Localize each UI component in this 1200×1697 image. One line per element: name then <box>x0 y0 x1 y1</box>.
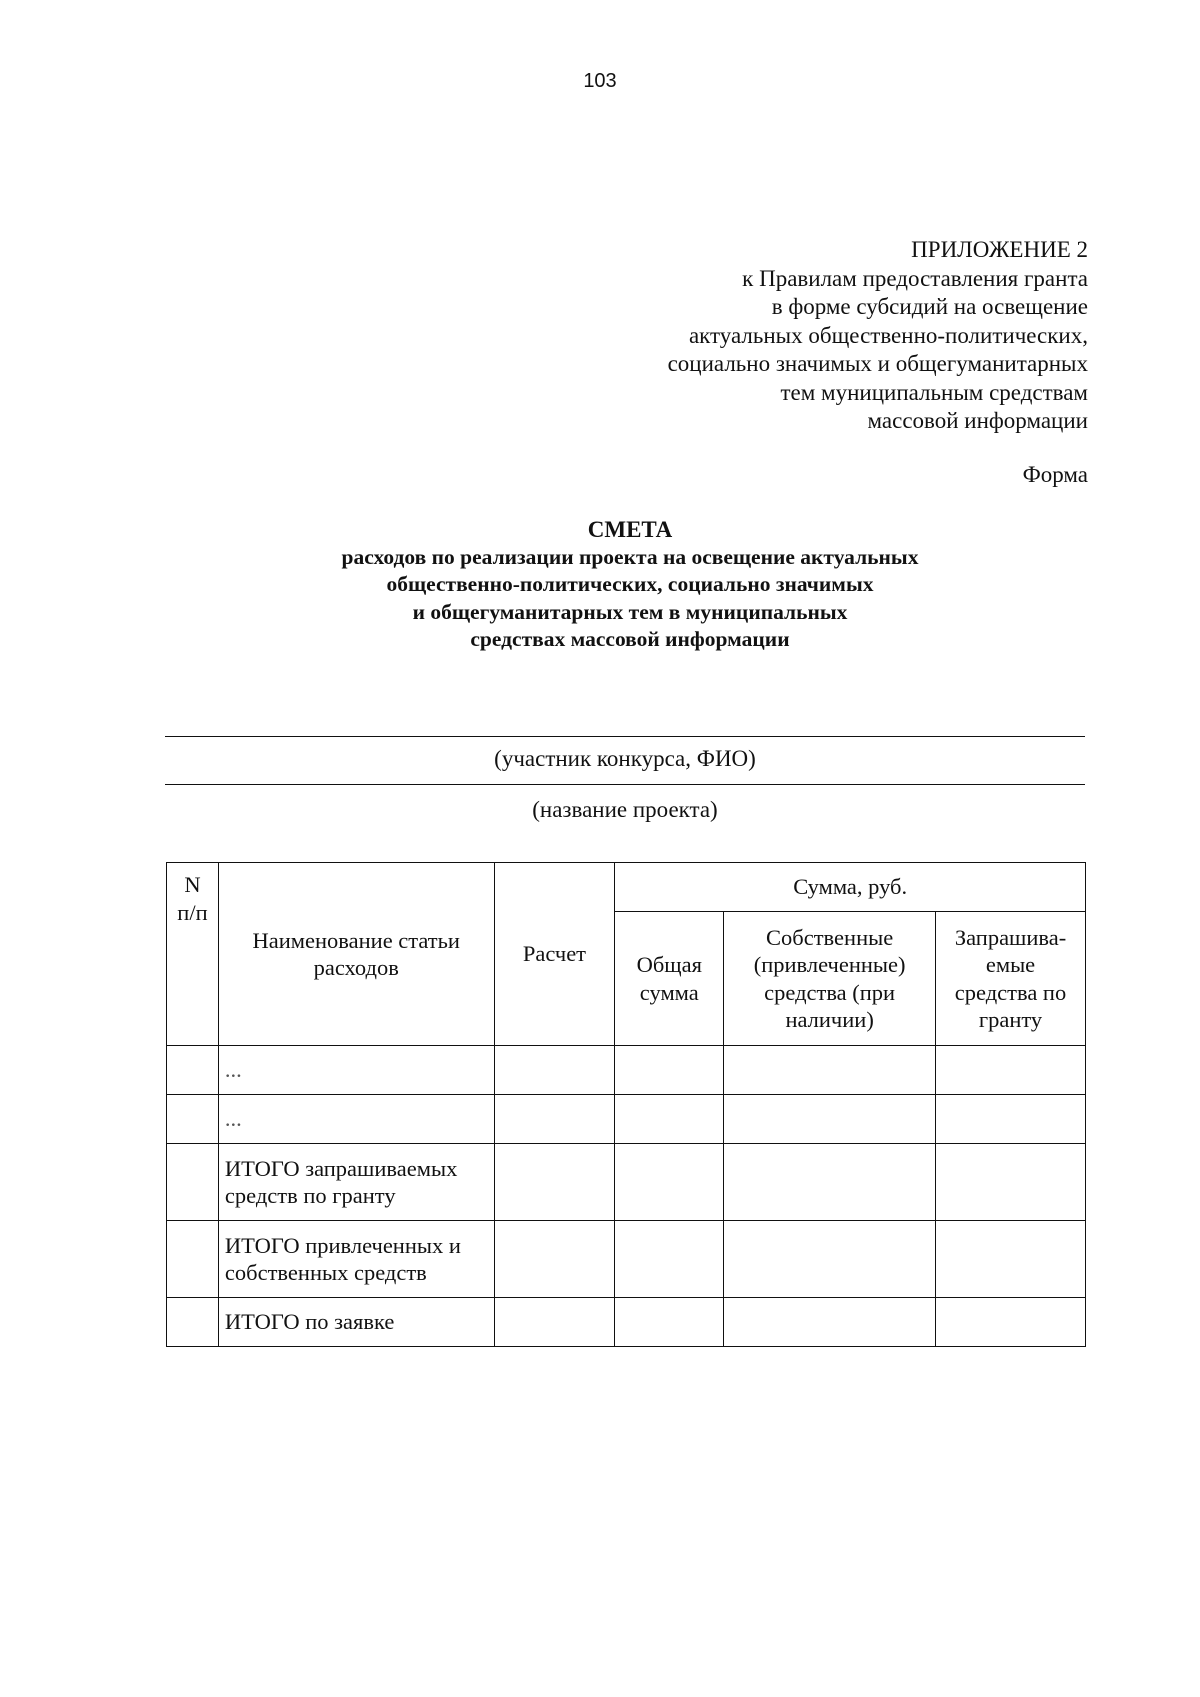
header-total: Общая сумма <box>615 912 724 1046</box>
cell-number <box>167 1046 219 1095</box>
table-row <box>167 1046 1086 1095</box>
page-number: 103 <box>583 70 617 92</box>
estimate-table <box>166 862 1086 1347</box>
cell-requested <box>936 1221 1086 1298</box>
cell-calculation <box>494 1046 615 1095</box>
cell-own-funds <box>724 1144 936 1221</box>
title-line: расходов по реализации проекта на освещение актуальных <box>341 544 919 569</box>
appendix-heading: ПРИЛОЖЕНИЕ 2 <box>911 237 1088 262</box>
cell-total <box>615 1144 724 1221</box>
cell-requested <box>936 1144 1086 1221</box>
participant-caption: (участник конкурса, ФИО) <box>494 746 756 771</box>
appendix-line: актуальных общественно-политических, <box>688 322 1088 348</box>
cell-total <box>615 1221 724 1298</box>
cell-item-name: ИТОГО по заявке <box>218 1298 494 1347</box>
header-item-name: Наименование статьи расходов <box>218 863 494 1046</box>
cell-own-funds <box>724 1046 936 1095</box>
cell-requested <box>936 1046 1086 1095</box>
cell-item-name: ... <box>218 1046 494 1095</box>
project-underline <box>165 784 1085 785</box>
cell-item-name: ИТОГО запрашиваемых средств по гранту <box>218 1144 494 1221</box>
header-own-funds: Собственные (привлеченные) средства (при наличии) <box>724 912 936 1046</box>
cell-number <box>167 1298 219 1347</box>
cell-number <box>167 1221 219 1298</box>
appendix-line: социально значимых и общегуманитарных <box>667 351 1088 376</box>
form-label: Форма <box>1022 462 1088 487</box>
cell-own-funds <box>724 1095 936 1144</box>
appendix-line: тем муниципальным средствам <box>780 379 1088 405</box>
cell-own-funds <box>724 1221 936 1298</box>
cell-calculation <box>494 1144 615 1221</box>
appendix-block <box>668 236 1088 436</box>
table-row <box>167 1221 1086 1298</box>
table-row <box>167 1298 1086 1347</box>
cell-calculation <box>494 1298 615 1347</box>
cell-calculation <box>494 1221 615 1298</box>
appendix-line: в форме субсидий на освещение <box>771 294 1088 319</box>
title-line: общественно-политических, социально значимых <box>386 572 874 596</box>
header-sum-group: Сумма, руб. <box>615 863 1086 912</box>
cell-number <box>167 1095 219 1144</box>
cell-total <box>615 1046 724 1095</box>
table-row <box>167 1144 1086 1221</box>
table-row <box>167 1095 1086 1144</box>
header-number: N п/п <box>167 863 219 1046</box>
participant-underline <box>165 736 1085 737</box>
cell-requested <box>936 1298 1086 1347</box>
header-requested: Запрашива- емые средства по гранту <box>936 912 1086 1046</box>
project-caption: (название проекта) <box>532 797 718 822</box>
cell-number <box>167 1144 219 1221</box>
title-line: и общегуманитарных тем в муниципальных <box>412 599 848 624</box>
cell-own-funds <box>724 1298 936 1347</box>
appendix-line: массовой информации <box>867 408 1088 433</box>
cell-total <box>615 1095 724 1144</box>
appendix-line: к Правилам предоставления гранта <box>742 265 1088 291</box>
title-heading: СМЕТА <box>587 517 673 542</box>
cell-total <box>615 1298 724 1347</box>
cell-item-name: ИТОГО привлеченных и собственных средств <box>218 1221 494 1298</box>
header-calculation: Расчет <box>494 863 615 1046</box>
cell-calculation <box>494 1095 615 1144</box>
cell-requested <box>936 1095 1086 1144</box>
table-header-row <box>167 863 1086 912</box>
cell-item-name: ... <box>218 1095 494 1144</box>
document-title <box>0 516 1200 654</box>
title-line: средствах массовой информации <box>470 627 790 651</box>
